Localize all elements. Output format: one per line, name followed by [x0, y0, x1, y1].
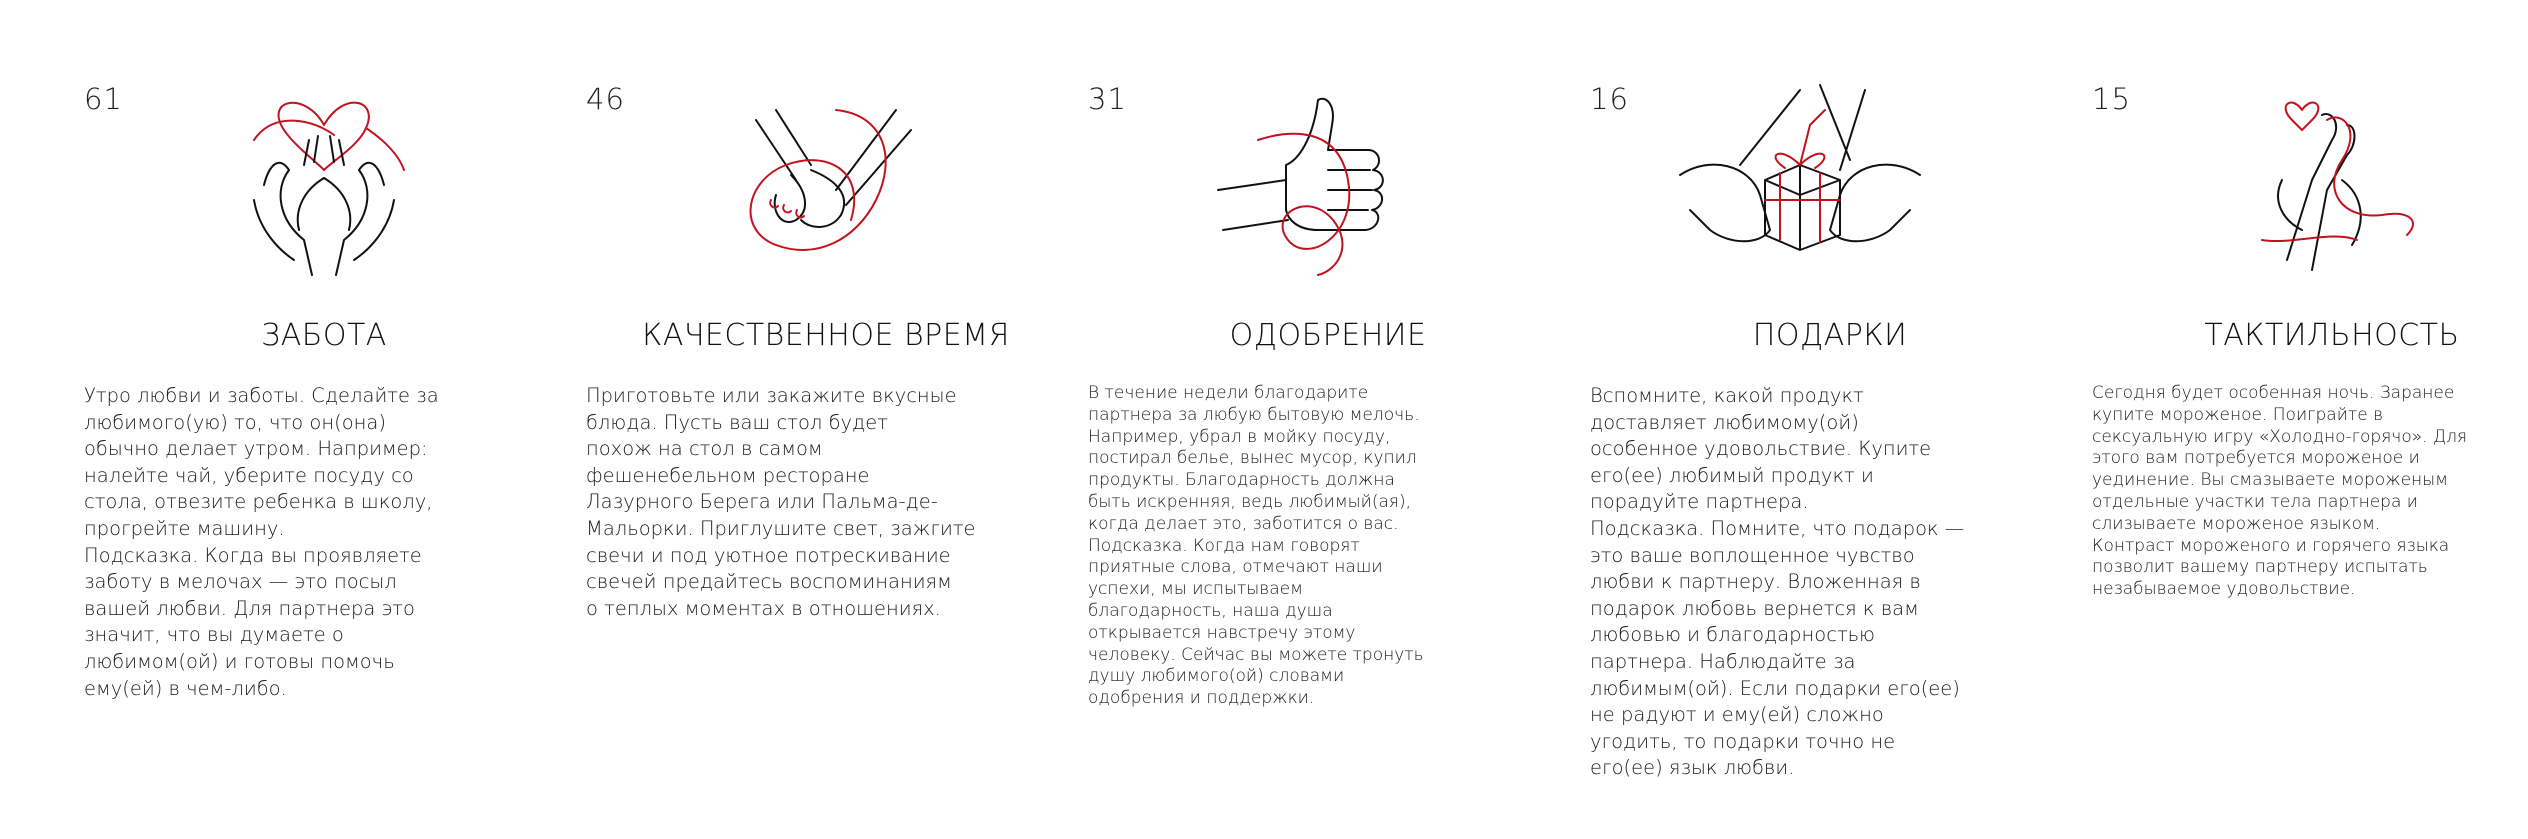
card-text: Вспомните, какой продукт доставляет любимому(ой) особенное удовольствие. Купите его(ее) любимый продукт и порадуйте партнера. Подсказка. Помните, что подарок — это ваше воплощенное чувство любви к партнеру. Вложенная в подарок любовь вернется к вам любовью и благодарностью партнера. Наблюдайте за любимым(ой). Если подарки его(ее) не радуют и ему(ей) сложно угодить, то подарки точно не его(ее) язык любви. [1590, 384, 1965, 780]
card-title: ОДОБРЕНИЕ [1229, 318, 1427, 353]
card-number: 61 [84, 82, 123, 116]
card-text: Утро любви и заботы. Сделайте за любимого(ую) то, что он(она) обычно делает утром. Например: налейте чай, уберите посуду со стола, отвезите ребенка в школу, прогрейте машину. Подсказка. Когда вы проявляете заботу в мелочах — это посыл вашей любви. Для партнера это значит, что вы думаете о любимом(ой) и готовы помочь ему(ей) в чем-либо. [84, 384, 439, 700]
card-quality-time [586, 0, 1066, 839]
card-title: КАЧЕСТВЕННОЕ ВРЕМЯ [642, 318, 1010, 353]
card-number: 16 [1590, 82, 1629, 116]
card-text: Сегодня будет особенная ночь. Заранее купите мороженое. Поиграйте в сексуальную игру «Холодно-горячо». Для этого вам потребуется мороженое и уединение. Вы смазываете мороженым отдельные участки тела партнера и слизываете мороженое языком. Контраст мороженого и горячего языка позволит вашему партнеру испытать незабываемое удовольствие. [2092, 383, 2468, 600]
cupped-hands-with-heart-icon [194, 70, 454, 280]
card-title: ЗАБОТА [261, 318, 387, 353]
thumbs-up-icon [1198, 70, 1438, 280]
card-care [84, 0, 564, 839]
card-title: ТАКТИЛЬНОСТЬ [2204, 318, 2460, 353]
card-number: 15 [2092, 82, 2131, 116]
touching-hands-icon [2192, 70, 2452, 280]
card-tactile [2092, 0, 2528, 839]
card-text: В течение недели благодарите партнера за любую бытовую мелочь. Например, убрал в мойку посуду, постирал белье, вынес мусор, купил продукты. Благодарность должна быть искренняя, ведь любимый(ая), когда делает это, заботится о вас. Подсказка. Когда нам говорят приятные слова, отмечают наши успехи, мы испытываем благодарность, наша душа открывается навстречу этому человеку. Сейчас вы можете тронуть душу любимого(ой) словами одобрения и поддержки. [1088, 383, 1424, 709]
card-approval [1088, 0, 1568, 839]
card-number: 46 [586, 82, 625, 116]
card-text: Приготовьте или закажите вкусные блюда. Пусть ваш стол будет похож на стол в самом фешенебельном ресторане Лазурного Берега или Пальма-де- Мальорки. Приглушите свет, зажгите свечи и под уютное потрескивание свечей предайтесь воспоминаниям о теплых моментах в отношениях. [586, 384, 976, 620]
holding-hands-icon [676, 70, 936, 280]
card-number: 31 [1088, 82, 1127, 116]
card-gifts [1590, 0, 2070, 839]
gift-in-hands-icon [1650, 70, 1950, 280]
card-title: ПОДАРКИ [1752, 318, 1908, 353]
